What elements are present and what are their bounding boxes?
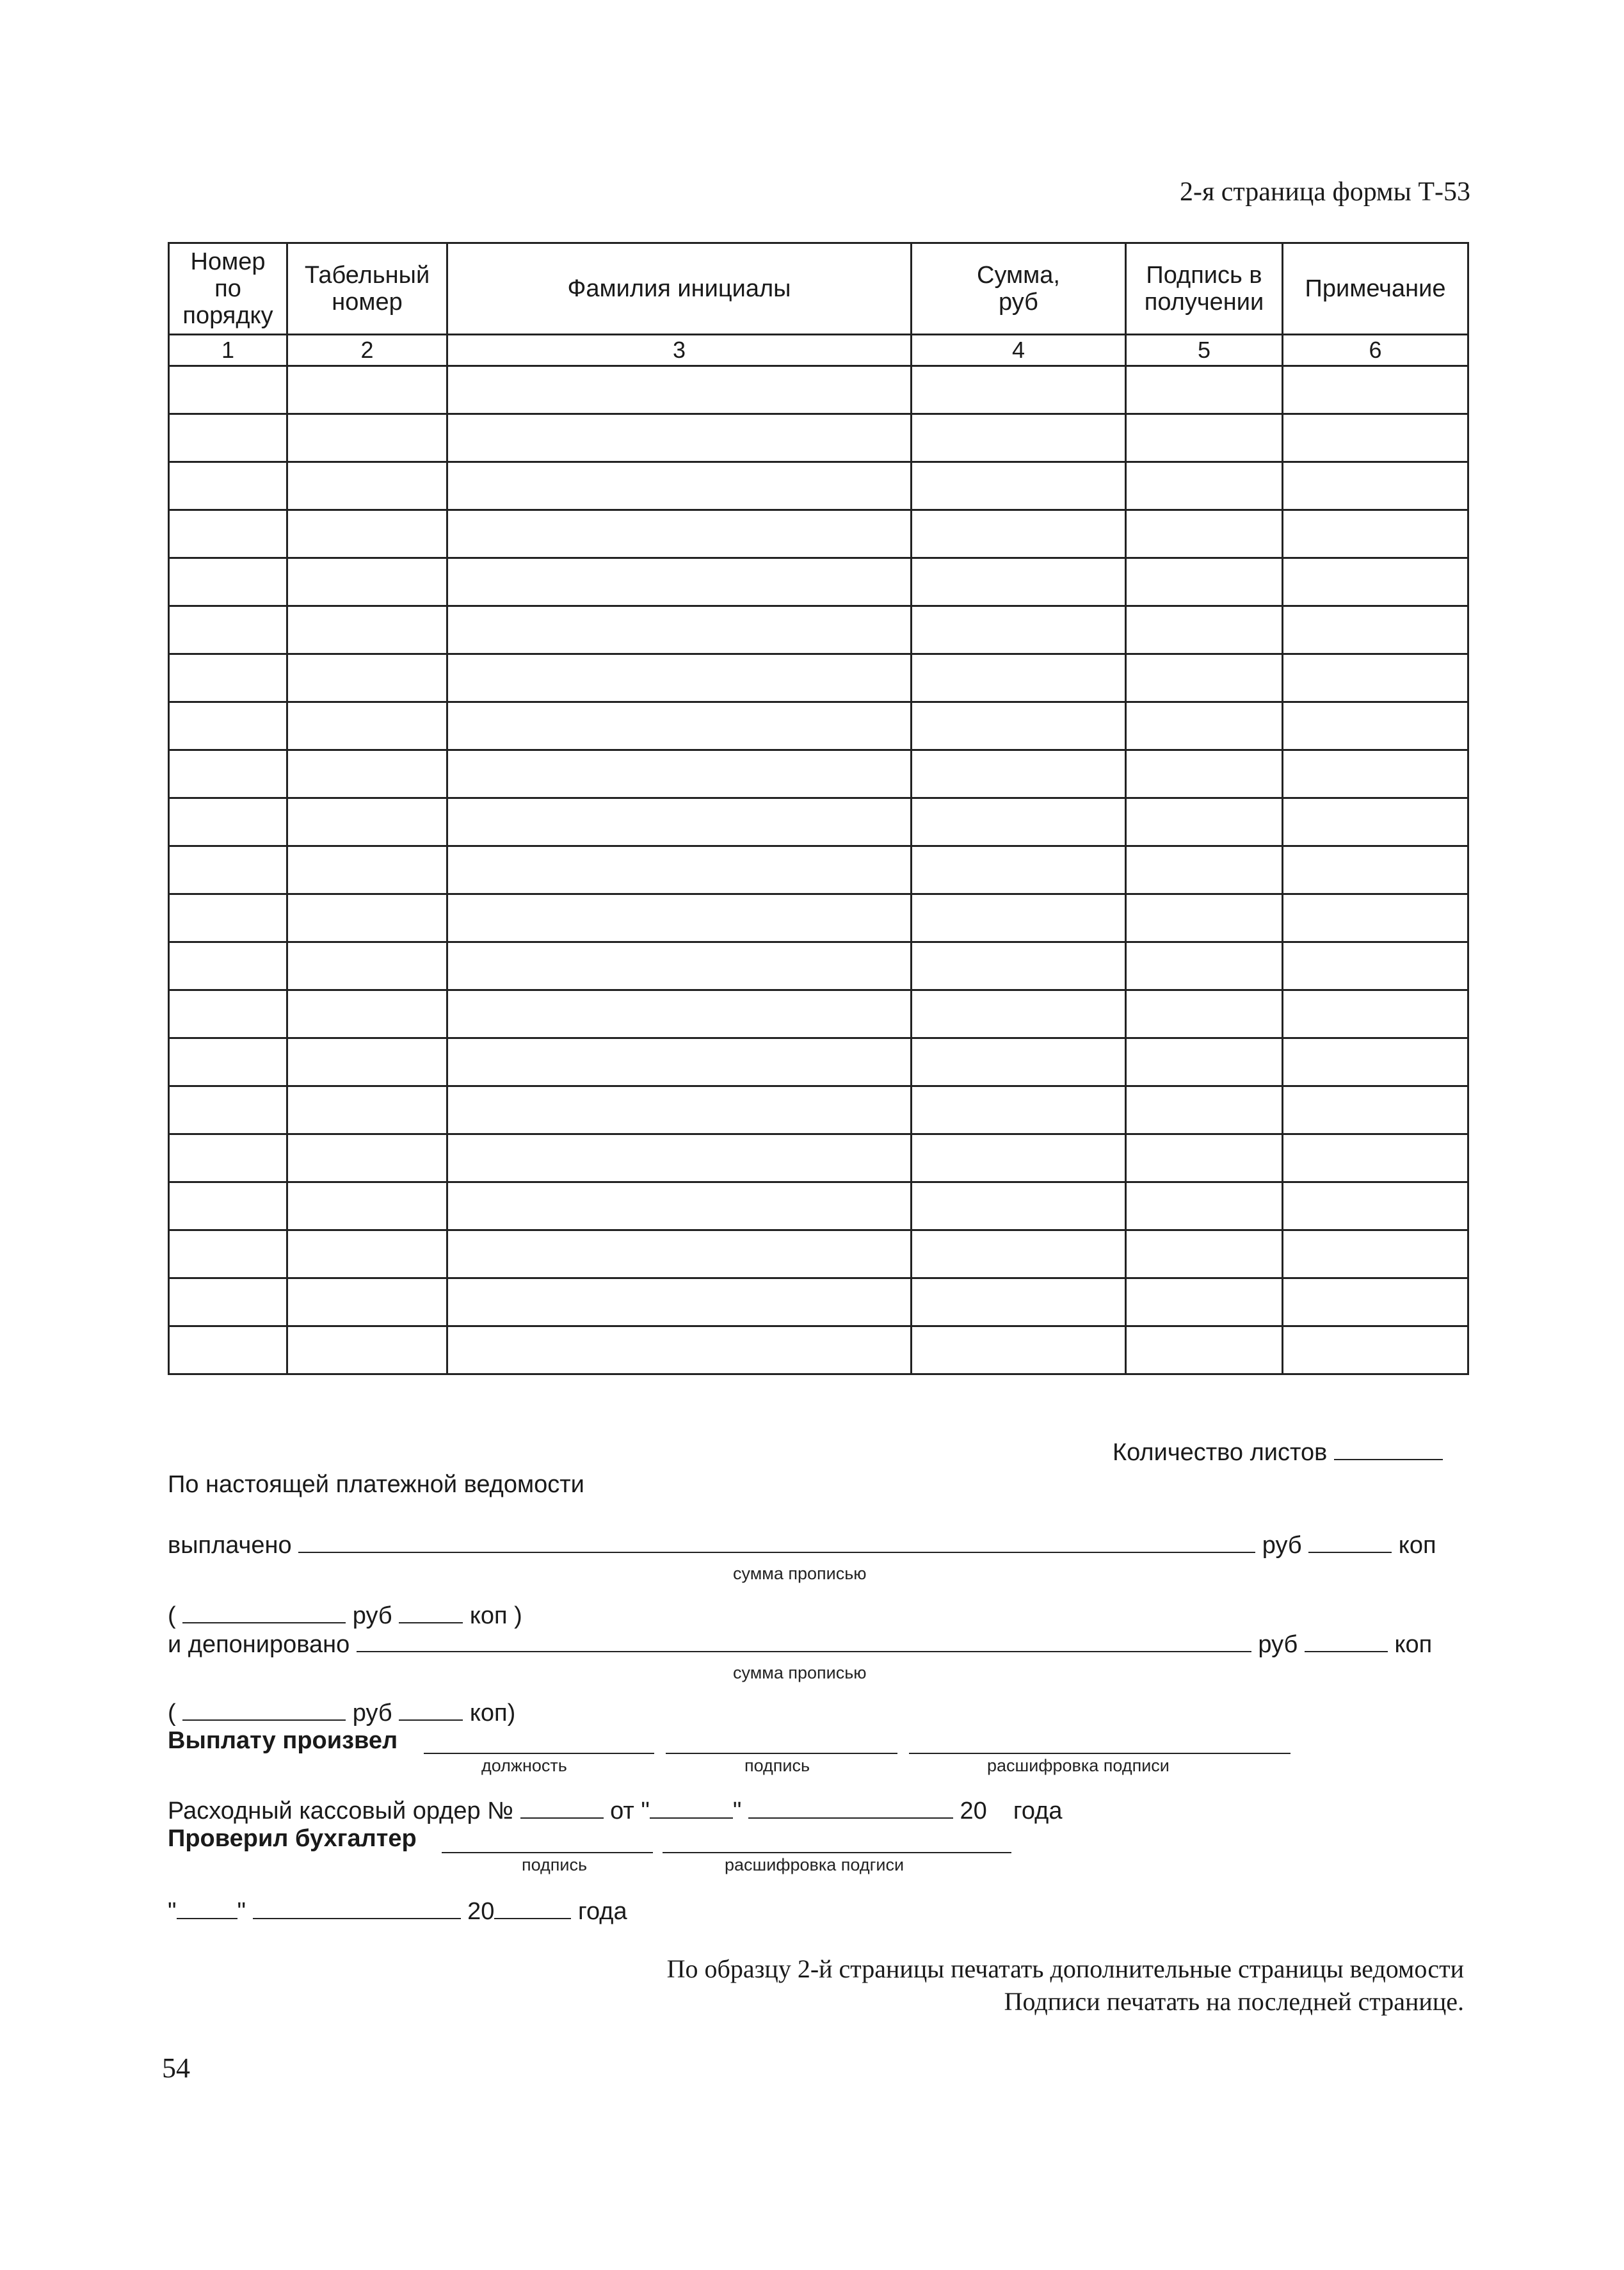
table-row [169, 1182, 1468, 1230]
table-cell[interactable] [447, 1038, 912, 1086]
table-cell[interactable] [1283, 366, 1468, 414]
table-row [169, 366, 1468, 414]
payer-decoding-field[interactable] [909, 1753, 1290, 1754]
table-cell[interactable] [1126, 894, 1283, 942]
table-cell[interactable] [287, 510, 447, 558]
rub-label: руб [1262, 1532, 1302, 1559]
table-cell[interactable] [169, 1278, 287, 1326]
paid-amount-words-field[interactable] [298, 1530, 1255, 1553]
table-cell[interactable] [447, 558, 912, 606]
table-cell[interactable] [1283, 654, 1468, 702]
table-row [169, 1086, 1468, 1134]
column-number: 5 [1126, 335, 1283, 366]
table-cell[interactable] [287, 846, 447, 894]
table-cell[interactable] [1283, 1326, 1468, 1374]
table-cell[interactable] [447, 1230, 912, 1278]
accountant-signature-field[interactable] [442, 1852, 653, 1853]
table-cell[interactable] [447, 1278, 912, 1326]
table-cell[interactable] [1283, 1038, 1468, 1086]
table-cell[interactable] [1283, 894, 1468, 942]
paid-label: выплачено [168, 1532, 292, 1559]
table-cell[interactable] [287, 702, 447, 750]
table-column-numbers [169, 335, 1468, 366]
cash-order-month-field[interactable] [748, 1796, 953, 1819]
table-cell[interactable] [912, 1326, 1126, 1374]
table-cell[interactable] [169, 1230, 287, 1278]
table-cell[interactable] [169, 606, 287, 654]
table-cell[interactable] [169, 654, 287, 702]
table-cell[interactable] [169, 1086, 287, 1134]
print-note-line-2: Подписи печатать на последней странице. [1004, 1987, 1464, 2016]
date-year-prefix: 20 [467, 1898, 495, 1925]
table-cell[interactable] [287, 1086, 447, 1134]
cash-order-label: Расходный кассовый ордер № [168, 1798, 513, 1824]
kop-close-label: коп) [469, 1700, 516, 1727]
print-note-line-1: По образцу 2-й страницы печатать дополнительные страницы ведомости [666, 1954, 1464, 1983]
sheets-count-label: Количество листов [1113, 1439, 1328, 1466]
table-cell[interactable] [1126, 942, 1283, 990]
table-row [169, 798, 1468, 846]
table-cell[interactable] [1283, 1230, 1468, 1278]
kop-label: коп [1394, 1631, 1433, 1658]
table-cell[interactable] [447, 366, 912, 414]
table-cell[interactable] [447, 1134, 912, 1182]
table-cell[interactable] [447, 1326, 912, 1374]
table-cell[interactable] [447, 414, 912, 462]
table-cell[interactable] [1283, 702, 1468, 750]
table-cell[interactable] [1126, 366, 1283, 414]
table-cell[interactable] [287, 894, 447, 942]
column-number: 4 [912, 335, 1126, 366]
table-cell[interactable] [912, 558, 1126, 606]
cash-order-number-field[interactable] [520, 1796, 604, 1819]
table-row [169, 1134, 1468, 1182]
table-cell[interactable] [1283, 558, 1468, 606]
payer-signature-field[interactable] [666, 1753, 897, 1754]
table-cell[interactable] [287, 366, 447, 414]
table-cell[interactable] [1283, 750, 1468, 798]
table-cell[interactable] [1126, 606, 1283, 654]
statement-intro: По настоящей платежной ведомости [168, 1471, 584, 1498]
table-body [169, 366, 1468, 1374]
table-row [169, 702, 1468, 750]
table-cell[interactable] [287, 1230, 447, 1278]
table-cell[interactable] [169, 846, 287, 894]
table-cell[interactable] [1283, 990, 1468, 1038]
header-full-name: Фамилия инициалы [447, 243, 912, 335]
sheets-count-field[interactable] [1334, 1437, 1443, 1460]
table-cell[interactable] [912, 510, 1126, 558]
table-cell[interactable] [287, 1278, 447, 1326]
table-cell[interactable] [1126, 702, 1283, 750]
table-row [169, 1326, 1468, 1374]
paid-kop-field[interactable] [1308, 1530, 1392, 1553]
table-cell[interactable] [447, 462, 912, 510]
table-cell[interactable] [1126, 558, 1283, 606]
table-header-row [169, 243, 1468, 335]
table-cell[interactable] [447, 702, 912, 750]
table-cell[interactable] [912, 1278, 1126, 1326]
deposited-rub-numeric-field[interactable] [182, 1698, 346, 1721]
date-open-quote: " [168, 1898, 177, 1925]
date-close-quote: " [237, 1898, 246, 1925]
header-signature: Подпись в получении [1126, 243, 1283, 335]
table-cell[interactable] [287, 1038, 447, 1086]
table-cell[interactable] [912, 750, 1126, 798]
table-cell[interactable] [169, 1134, 287, 1182]
table-cell[interactable] [912, 606, 1126, 654]
table-cell[interactable] [447, 654, 912, 702]
table-cell[interactable] [1283, 1086, 1468, 1134]
table-cell[interactable] [169, 1182, 287, 1230]
date-line [168, 1896, 627, 1926]
table-cell[interactable] [1126, 1182, 1283, 1230]
table-cell[interactable] [287, 462, 447, 510]
table-row [169, 990, 1468, 1038]
table-cell[interactable] [1283, 462, 1468, 510]
rub-label: руб [1258, 1631, 1298, 1658]
kop-label: коп [1398, 1532, 1436, 1559]
date-day-field[interactable] [177, 1896, 237, 1919]
table-cell[interactable] [287, 942, 447, 990]
table-cell[interactable] [447, 1086, 912, 1134]
table-cell[interactable] [1283, 942, 1468, 990]
table-cell[interactable] [1126, 1134, 1283, 1182]
table-cell[interactable] [447, 846, 912, 894]
table-cell[interactable] [169, 1326, 287, 1374]
table-cell[interactable] [169, 366, 287, 414]
table-cell[interactable] [1126, 1038, 1283, 1086]
table-row [169, 942, 1468, 990]
table-cell[interactable] [1283, 1278, 1468, 1326]
sheets-count-line [1113, 1437, 1443, 1467]
payer-signature-hint: подпись [744, 1756, 810, 1775]
paid-rub-numeric-field[interactable] [182, 1600, 346, 1623]
table-cell[interactable] [912, 798, 1126, 846]
date-month-field[interactable] [253, 1896, 461, 1919]
table-cell[interactable] [169, 894, 287, 942]
table-cell[interactable] [912, 702, 1126, 750]
table-cell[interactable] [447, 1182, 912, 1230]
table-row [169, 654, 1468, 702]
table-cell[interactable] [169, 798, 287, 846]
table-cell[interactable] [912, 1134, 1126, 1182]
payer-decoding-hint: расшифровка подписи [987, 1756, 1170, 1775]
date-year-field[interactable] [494, 1896, 571, 1919]
table-cell[interactable] [1283, 798, 1468, 846]
table-cell[interactable] [1283, 414, 1468, 462]
cash-order-year-prefix: 20 [960, 1798, 987, 1824]
column-number: 1 [169, 335, 287, 366]
table-cell[interactable] [1126, 654, 1283, 702]
table-cell[interactable] [169, 1038, 287, 1086]
table-cell[interactable] [1126, 1278, 1283, 1326]
table-cell[interactable] [1283, 846, 1468, 894]
table-row [169, 894, 1468, 942]
table-cell[interactable] [169, 414, 287, 462]
table-cell[interactable] [1283, 510, 1468, 558]
header-amount: Сумма, руб [912, 243, 1126, 335]
table-cell[interactable] [447, 894, 912, 942]
table-row [169, 462, 1468, 510]
paren-open: ( [168, 1700, 176, 1727]
accountant-decoding-field[interactable] [663, 1852, 1011, 1853]
table-cell[interactable] [1126, 798, 1283, 846]
table-cell[interactable] [912, 366, 1126, 414]
table-cell[interactable] [169, 702, 287, 750]
table-cell[interactable] [169, 942, 287, 990]
paid-kop-numeric-field[interactable] [399, 1600, 463, 1623]
cash-order-quote: " [732, 1798, 742, 1824]
table-cell[interactable] [1126, 1326, 1283, 1374]
table-cell[interactable] [287, 558, 447, 606]
table-cell[interactable] [287, 414, 447, 462]
table-cell[interactable] [169, 750, 287, 798]
column-number: 2 [287, 335, 447, 366]
paid-line [168, 1530, 1436, 1559]
header-note: Примечание [1283, 243, 1468, 335]
kop-close-label: коп ) [469, 1602, 522, 1629]
amount-in-words-hint-2: сумма прописью [733, 1663, 867, 1682]
table-cell[interactable] [912, 1038, 1126, 1086]
table-cell[interactable] [1126, 462, 1283, 510]
cash-order-line [168, 1796, 1063, 1825]
table-cell[interactable] [287, 1326, 447, 1374]
table-cell[interactable] [1283, 1182, 1468, 1230]
table-row [169, 846, 1468, 894]
date-year-suffix: года [577, 1898, 627, 1925]
table-cell[interactable] [1283, 606, 1468, 654]
table-cell[interactable] [912, 1182, 1126, 1230]
rub-label: руб [352, 1602, 392, 1629]
deposited-kop-field[interactable] [1305, 1629, 1388, 1652]
table-cell[interactable] [169, 462, 287, 510]
accountant-signature-hint: подпись [522, 1855, 588, 1874]
table-cell[interactable] [912, 894, 1126, 942]
table-cell[interactable] [1283, 1134, 1468, 1182]
table-cell[interactable] [287, 1182, 447, 1230]
cash-order-from: от " [610, 1798, 650, 1824]
table-cell[interactable] [287, 990, 447, 1038]
table-row [169, 414, 1468, 462]
payer-position-field[interactable] [424, 1753, 654, 1754]
payer-label: Выплату произвел [168, 1727, 398, 1754]
accountant-decoding-hint: расшифровка подгиси [725, 1855, 904, 1874]
table-cell[interactable] [912, 846, 1126, 894]
column-number: 3 [447, 335, 912, 366]
table-cell[interactable] [287, 606, 447, 654]
table-cell[interactable] [1126, 510, 1283, 558]
deposited-label: и депонировано [168, 1631, 350, 1658]
table-cell[interactable] [1126, 414, 1283, 462]
table-cell[interactable] [912, 942, 1126, 990]
table-row [169, 510, 1468, 558]
deposited-amount-words-field[interactable] [357, 1629, 1251, 1652]
table-row [169, 1038, 1468, 1086]
table-cell[interactable] [1126, 1086, 1283, 1134]
table-cell[interactable] [287, 798, 447, 846]
table-cell[interactable] [912, 1230, 1126, 1278]
table-cell[interactable] [912, 462, 1126, 510]
table-cell[interactable] [447, 606, 912, 654]
rub-label: руб [352, 1700, 392, 1727]
table-cell[interactable] [447, 990, 912, 1038]
table-cell[interactable] [447, 942, 912, 990]
payer-position-hint: должность [481, 1756, 567, 1775]
table-row [169, 558, 1468, 606]
table-cell[interactable] [169, 990, 287, 1038]
table-cell[interactable] [1126, 1230, 1283, 1278]
paid-numeric-line [168, 1600, 522, 1630]
accountant-label: Проверил бухгалтер [168, 1825, 417, 1852]
table-cell[interactable] [447, 798, 912, 846]
table-row [169, 1230, 1468, 1278]
header-personnel-number: Табельный номер [287, 243, 447, 335]
table-cell[interactable] [169, 510, 287, 558]
header-row-number: Номер по порядку [169, 243, 287, 335]
table-cell[interactable] [287, 1134, 447, 1182]
payroll-table [168, 242, 1469, 1375]
table-cell[interactable] [912, 1086, 1126, 1134]
form-caption: 2-я страница формы Т-53 [1179, 177, 1470, 207]
table-row [169, 1278, 1468, 1326]
table-cell[interactable] [912, 654, 1126, 702]
table-row [169, 606, 1468, 654]
table-cell[interactable] [912, 990, 1126, 1038]
table-cell[interactable] [447, 750, 912, 798]
amount-in-words-hint: сумма прописью [733, 1564, 867, 1583]
table-cell[interactable] [1126, 990, 1283, 1038]
column-number: 6 [1283, 335, 1468, 366]
cash-order-year-suffix: года [1013, 1798, 1063, 1824]
deposited-line [168, 1629, 1432, 1659]
paren-open: ( [168, 1602, 176, 1629]
deposited-numeric-line [168, 1698, 515, 1727]
page-number: 54 [162, 2052, 190, 2084]
deposited-kop-numeric-field[interactable] [399, 1698, 463, 1721]
table-cell[interactable] [1126, 750, 1283, 798]
table-cell[interactable] [169, 558, 287, 606]
table-cell[interactable] [447, 510, 912, 558]
table-cell[interactable] [1126, 846, 1283, 894]
table-cell[interactable] [287, 750, 447, 798]
cash-order-day-field[interactable] [650, 1796, 733, 1819]
table-cell[interactable] [912, 414, 1126, 462]
table-row [169, 750, 1468, 798]
table-cell[interactable] [287, 654, 447, 702]
